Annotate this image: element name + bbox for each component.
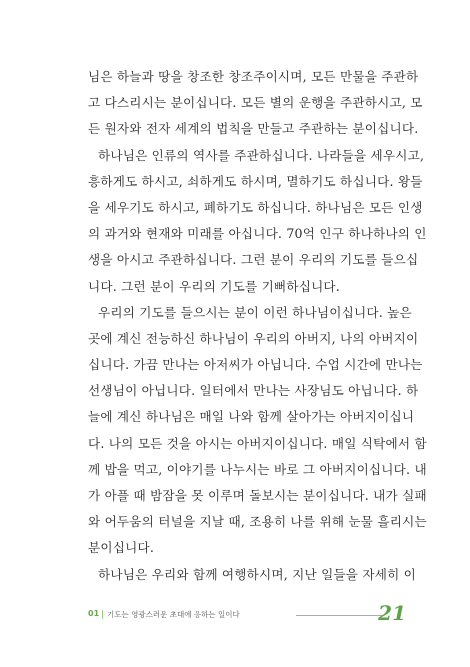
text-line: 다. 나의 모든 것을 아시는 아버지이십니다. 매일 식탁에서 함 — [88, 435, 427, 451]
text-line: 니다. 그런 분이 우리의 기도를 기뻐하십니다. — [88, 278, 341, 294]
text-line: 고 다스리시는 분이십니다. 모든 별의 운행을 주관하시고, 모 — [88, 95, 423, 111]
page-number: 21 — [378, 601, 406, 625]
text-line: 분이십니다. — [88, 540, 155, 556]
body-text — [88, 64, 427, 588]
footer-rule — [296, 615, 382, 616]
text-line: 선생님이 아닙니다. 일터에서 만나는 사장님도 아닙니다. 하 — [88, 383, 419, 399]
text-line: 하나님은 우리와 함께 여행하시며, 지난 일들을 자세히 이 — [98, 566, 417, 582]
footer-divider — [102, 610, 103, 619]
text-line: 의 과거와 현재와 미래를 아십니다. 70억 인구 하나하나의 인 — [88, 226, 427, 242]
text-line: 가 아플 때 밤잠을 못 이루며 돌보시는 분이십니다. 내가 실패 — [88, 488, 427, 503]
page-footer — [88, 603, 406, 627]
text-line: 늘에 계신 하나님은 매일 나와 함께 살아가는 아버지이십니 — [88, 409, 415, 425]
text-line: 십니다. 가끔 만나는 아저씨가 아닙니다. 수업 시간에 만나는 — [88, 357, 423, 373]
text-line: 께 밥을 먹고, 이야기를 나누시는 바로 그 아버지이십니다. 내 — [88, 461, 427, 477]
text-line: 곳에 계신 전능하신 하나님이 우리의 아버지, 나의 아버지이 — [88, 330, 419, 346]
text-line: 님은 하늘과 땅을 창조한 창조주이시며, 모든 만물을 주관하 — [88, 69, 419, 84]
text-line: 와 어두움의 터널을 지날 때, 조용히 나를 위해 눈물 흘리시는 — [88, 514, 427, 530]
text-line: 우리의 기도를 들으시는 분이 이런 하나님이십니다. 높은 — [98, 304, 412, 320]
text-line: 든 원자와 전자 세계의 법칙을 만들고 주관하는 분이십니다. — [88, 121, 419, 137]
text-line: 흥하게도 하시고, 쇠하게도 하시며, 멸하기도 하십니다. 왕들 — [88, 173, 423, 189]
chapter-number: 01 — [88, 609, 100, 618]
text-line: 을 세우기도 하시고, 폐하기도 하십니다. 하나님은 모든 인생 — [88, 199, 423, 215]
chapter-title: 기도는 영광스러운 초대에 응하는 일이다 — [107, 610, 240, 619]
text-line: 생을 아시고 주관하십니다. 그런 분이 우리의 기도를 들으십 — [88, 252, 419, 268]
text-line: 하나님은 인류의 역사를 주관하십니다. 나라들을 세우시고, — [98, 147, 425, 163]
